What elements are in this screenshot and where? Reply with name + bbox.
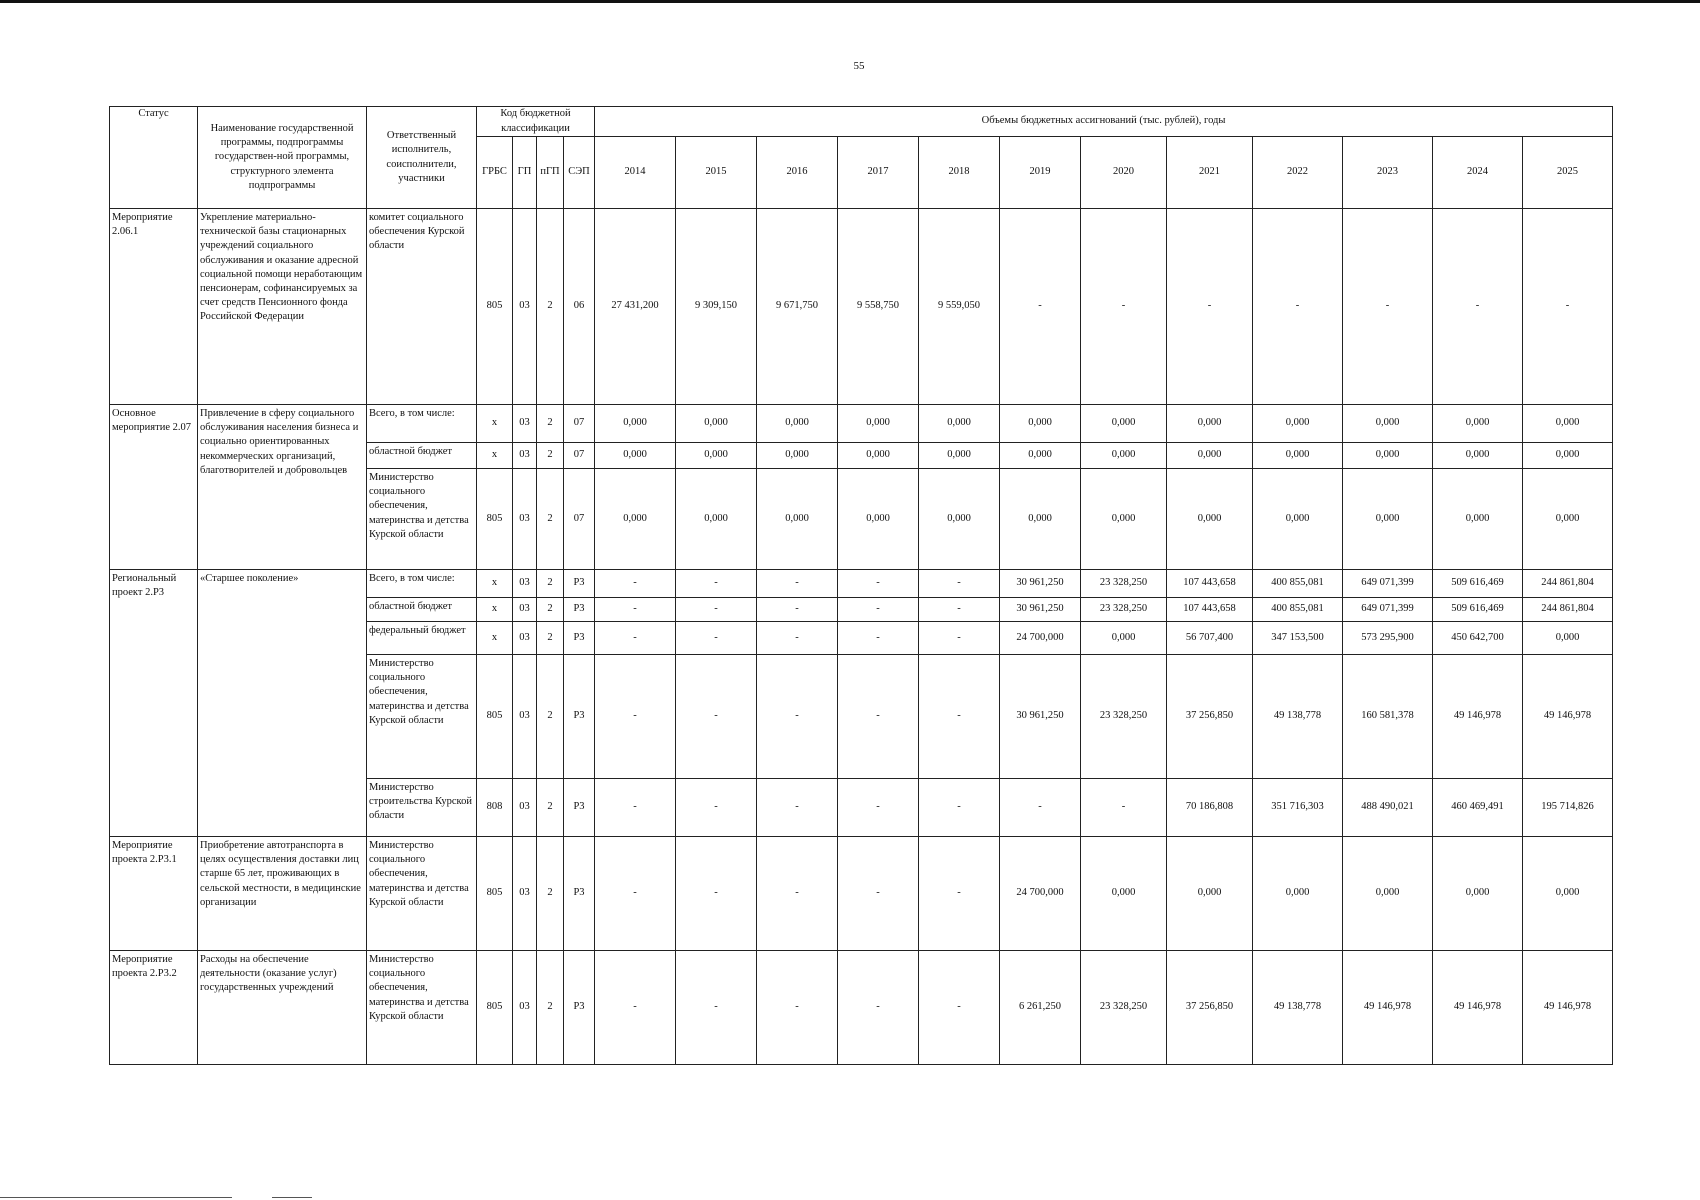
budget-allocation-table: [109, 106, 1613, 1065]
value-cell-2025: 0,000: [1523, 837, 1613, 951]
gp-cell: 03: [513, 209, 537, 405]
grbs-cell: 805: [477, 951, 513, 1065]
value-cell-2019: 24 700,000: [1000, 622, 1081, 655]
value-cell-2018: 0,000: [919, 443, 1000, 469]
value-cell-2025: 244 861,804: [1523, 570, 1613, 598]
header-year-2021: 2021: [1167, 137, 1253, 209]
pgp-cell: 2: [537, 405, 564, 443]
name-cell: Расходы на обеспечение деятельности (оказание услуг) государственных учреждений: [198, 951, 367, 1065]
value-cell-2018: -: [919, 837, 1000, 951]
value-cell-2015: -: [676, 655, 757, 779]
value-cell-2020: 0,000: [1081, 622, 1167, 655]
value-cell-2024: 509 616,469: [1433, 598, 1523, 622]
value-cell-2024: -: [1433, 209, 1523, 405]
value-cell-2020: 23 328,250: [1081, 951, 1167, 1065]
sep-cell: Р3: [564, 622, 595, 655]
value-cell-2017: -: [838, 570, 919, 598]
value-cell-2015: 0,000: [676, 443, 757, 469]
value-cell-2017: 0,000: [838, 443, 919, 469]
pgp-cell: 2: [537, 622, 564, 655]
value-cell-2021: 107 443,658: [1167, 570, 1253, 598]
value-cell-2022: 400 855,081: [1253, 570, 1343, 598]
header-year-2023: 2023: [1343, 137, 1433, 209]
value-cell-2019: 0,000: [1000, 405, 1081, 443]
budget-table-body: [110, 209, 1613, 1065]
name-cell: Приобретение автотранспорта в целях осуществления доставки лиц старше 65 лет, проживающих в сельской местности, в медицинские организации: [198, 837, 367, 951]
value-cell-2015: 9 309,150: [676, 209, 757, 405]
scan-top-border: [0, 0, 1700, 3]
status-cell: Мероприятие 2.06.1: [110, 209, 198, 405]
value-cell-2022: 400 855,081: [1253, 598, 1343, 622]
value-cell-2016: -: [757, 837, 838, 951]
value-cell-2014: 0,000: [595, 469, 676, 570]
value-cell-2024: 49 146,978: [1433, 655, 1523, 779]
header-name: Наименование государственной программы, подпрограммы государствен-ной программы, структурного элемента подпрограммы: [198, 107, 367, 209]
value-cell-2021: 56 707,400: [1167, 622, 1253, 655]
scan-bottom-mark: [0, 1197, 232, 1198]
value-cell-2025: 49 146,978: [1523, 951, 1613, 1065]
value-cell-2014: -: [595, 570, 676, 598]
header-year-2019: 2019: [1000, 137, 1081, 209]
executor-cell: областной бюджет: [367, 443, 477, 469]
grbs-cell: x: [477, 598, 513, 622]
value-cell-2019: 30 961,250: [1000, 570, 1081, 598]
table-row: [110, 951, 1613, 1065]
executor-cell: Министерство социального обеспечения, материнства и детства Курской области: [367, 951, 477, 1065]
value-cell-2020: 23 328,250: [1081, 570, 1167, 598]
gp-cell: 03: [513, 837, 537, 951]
header-code-group: Код бюджетной классификации: [477, 107, 595, 137]
value-cell-2021: 0,000: [1167, 469, 1253, 570]
pgp-cell: 2: [537, 443, 564, 469]
sep-cell: 07: [564, 405, 595, 443]
grbs-cell: 808: [477, 779, 513, 837]
value-cell-2025: -: [1523, 209, 1613, 405]
value-cell-2021: 0,000: [1167, 443, 1253, 469]
value-cell-2016: -: [757, 622, 838, 655]
value-cell-2021: 70 186,808: [1167, 779, 1253, 837]
value-cell-2017: 9 558,750: [838, 209, 919, 405]
value-cell-2015: -: [676, 598, 757, 622]
value-cell-2014: -: [595, 598, 676, 622]
grbs-cell: 805: [477, 209, 513, 405]
value-cell-2022: 347 153,500: [1253, 622, 1343, 655]
value-cell-2021: 37 256,850: [1167, 655, 1253, 779]
value-cell-2017: -: [838, 837, 919, 951]
value-cell-2022: 0,000: [1253, 405, 1343, 443]
gp-cell: 03: [513, 951, 537, 1065]
pgp-cell: 2: [537, 951, 564, 1065]
value-cell-2022: 0,000: [1253, 837, 1343, 951]
value-cell-2014: -: [595, 779, 676, 837]
header-year-2016: 2016: [757, 137, 838, 209]
header-row-1: [110, 107, 1613, 137]
value-cell-2020: 0,000: [1081, 837, 1167, 951]
value-cell-2016: 0,000: [757, 443, 838, 469]
gp-cell: 03: [513, 469, 537, 570]
value-cell-2018: -: [919, 779, 1000, 837]
sep-cell: Р3: [564, 951, 595, 1065]
value-cell-2020: 23 328,250: [1081, 598, 1167, 622]
value-cell-2017: -: [838, 951, 919, 1065]
status-cell: Мероприятие проекта 2.Р3.2: [110, 951, 198, 1065]
header-code-4: СЭП: [564, 137, 595, 209]
value-cell-2025: 0,000: [1523, 405, 1613, 443]
value-cell-2021: 0,000: [1167, 405, 1253, 443]
header-year-2014: 2014: [595, 137, 676, 209]
executor-cell: Министерство социального обеспечения, материнства и детства Курской области: [367, 655, 477, 779]
value-cell-2014: 0,000: [595, 443, 676, 469]
header-year-2017: 2017: [838, 137, 919, 209]
sep-cell: Р3: [564, 598, 595, 622]
value-cell-2023: 49 146,978: [1343, 951, 1433, 1065]
value-cell-2024: 49 146,978: [1433, 951, 1523, 1065]
value-cell-2023: 160 581,378: [1343, 655, 1433, 779]
value-cell-2021: -: [1167, 209, 1253, 405]
value-cell-2019: 30 961,250: [1000, 598, 1081, 622]
pgp-cell: 2: [537, 837, 564, 951]
pgp-cell: 2: [537, 598, 564, 622]
sep-cell: Р3: [564, 570, 595, 598]
executor-cell: федеральный бюджет: [367, 622, 477, 655]
value-cell-2015: -: [676, 570, 757, 598]
value-cell-2018: -: [919, 951, 1000, 1065]
status-cell: Основное мероприятие 2.07: [110, 405, 198, 570]
value-cell-2025: 49 146,978: [1523, 655, 1613, 779]
value-cell-2017: -: [838, 779, 919, 837]
value-cell-2015: -: [676, 779, 757, 837]
value-cell-2024: 0,000: [1433, 405, 1523, 443]
value-cell-2024: 509 616,469: [1433, 570, 1523, 598]
value-cell-2023: 649 071,399: [1343, 570, 1433, 598]
value-cell-2022: 0,000: [1253, 469, 1343, 570]
executor-cell: Всего, в том числе:: [367, 570, 477, 598]
value-cell-2016: 0,000: [757, 405, 838, 443]
value-cell-2017: -: [838, 598, 919, 622]
gp-cell: 03: [513, 405, 537, 443]
name-cell: Привлечение в сферу социального обслуживания населения бизнеса и социально ориентированных некоммерческих организаций, благотворителей и добровольцев: [198, 405, 367, 570]
grbs-cell: x: [477, 622, 513, 655]
gp-cell: 03: [513, 570, 537, 598]
value-cell-2014: -: [595, 837, 676, 951]
header-code-1: ГРБС: [477, 137, 513, 209]
grbs-cell: 805: [477, 469, 513, 570]
table-row: [110, 837, 1613, 951]
executor-cell: областной бюджет: [367, 598, 477, 622]
sep-cell: 07: [564, 469, 595, 570]
value-cell-2016: 0,000: [757, 469, 838, 570]
header-year-2025: 2025: [1523, 137, 1613, 209]
value-cell-2022: -: [1253, 209, 1343, 405]
header-code-3: пГП: [537, 137, 564, 209]
value-cell-2015: 0,000: [676, 469, 757, 570]
value-cell-2020: -: [1081, 209, 1167, 405]
header-year-2018: 2018: [919, 137, 1000, 209]
value-cell-2020: 0,000: [1081, 469, 1167, 570]
value-cell-2018: 0,000: [919, 469, 1000, 570]
executor-cell: Министерство социального обеспечения, материнства и детства Курской области: [367, 469, 477, 570]
value-cell-2023: 0,000: [1343, 405, 1433, 443]
page-number: 55: [853, 60, 865, 72]
value-cell-2019: -: [1000, 209, 1081, 405]
grbs-cell: 805: [477, 655, 513, 779]
pgp-cell: 2: [537, 655, 564, 779]
value-cell-2017: -: [838, 655, 919, 779]
name-cell: «Старшее поколение»: [198, 570, 367, 837]
status-cell: Региональный проект 2.Р3: [110, 570, 198, 837]
executor-cell: Министерство строительства Курской области: [367, 779, 477, 837]
pgp-cell: 2: [537, 570, 564, 598]
value-cell-2017: 0,000: [838, 405, 919, 443]
value-cell-2015: -: [676, 951, 757, 1065]
value-cell-2024: 0,000: [1433, 443, 1523, 469]
value-cell-2018: -: [919, 655, 1000, 779]
value-cell-2018: 0,000: [919, 405, 1000, 443]
value-cell-2016: -: [757, 598, 838, 622]
value-cell-2017: 0,000: [838, 469, 919, 570]
sep-cell: Р3: [564, 837, 595, 951]
grbs-cell: x: [477, 405, 513, 443]
value-cell-2020: 0,000: [1081, 443, 1167, 469]
value-cell-2024: 0,000: [1433, 837, 1523, 951]
header-year-2022: 2022: [1253, 137, 1343, 209]
value-cell-2018: -: [919, 570, 1000, 598]
table-row: [110, 405, 1613, 443]
header-status: Статус: [110, 107, 198, 209]
value-cell-2023: 573 295,900: [1343, 622, 1433, 655]
value-cell-2014: -: [595, 951, 676, 1065]
value-cell-2020: 0,000: [1081, 405, 1167, 443]
sep-cell: 07: [564, 443, 595, 469]
executor-cell: Всего, в том числе:: [367, 405, 477, 443]
executor-cell: комитет социального обеспечения Курской области: [367, 209, 477, 405]
value-cell-2021: 37 256,850: [1167, 951, 1253, 1065]
value-cell-2022: 49 138,778: [1253, 951, 1343, 1065]
header-executor: Ответственный исполнитель, соисполнители, участники: [367, 107, 477, 209]
sep-cell: 06: [564, 209, 595, 405]
value-cell-2014: -: [595, 655, 676, 779]
gp-cell: 03: [513, 655, 537, 779]
status-cell: Мероприятие проекта 2.Р3.1: [110, 837, 198, 951]
value-cell-2019: -: [1000, 779, 1081, 837]
value-cell-2014: -: [595, 622, 676, 655]
grbs-cell: 805: [477, 837, 513, 951]
scan-bottom-mark: [272, 1197, 312, 1198]
value-cell-2021: 107 443,658: [1167, 598, 1253, 622]
value-cell-2025: 195 714,826: [1523, 779, 1613, 837]
value-cell-2018: 9 559,050: [919, 209, 1000, 405]
value-cell-2023: 0,000: [1343, 443, 1433, 469]
value-cell-2023: 0,000: [1343, 469, 1433, 570]
value-cell-2024: 460 469,491: [1433, 779, 1523, 837]
value-cell-2024: 450 642,700: [1433, 622, 1523, 655]
pgp-cell: 2: [537, 779, 564, 837]
value-cell-2023: 0,000: [1343, 837, 1433, 951]
value-cell-2022: 0,000: [1253, 443, 1343, 469]
value-cell-2024: 0,000: [1433, 469, 1523, 570]
grbs-cell: x: [477, 570, 513, 598]
value-cell-2022: 49 138,778: [1253, 655, 1343, 779]
value-cell-2022: 351 716,303: [1253, 779, 1343, 837]
value-cell-2021: 0,000: [1167, 837, 1253, 951]
pgp-cell: 2: [537, 469, 564, 570]
gp-cell: 03: [513, 622, 537, 655]
value-cell-2018: -: [919, 622, 1000, 655]
value-cell-2015: -: [676, 622, 757, 655]
header-volumes: Объемы бюджетных ассигнований (тыс. рублей), годы: [595, 107, 1613, 137]
value-cell-2014: 0,000: [595, 405, 676, 443]
executor-cell: Министерство социального обеспечения, материнства и детства Курской области: [367, 837, 477, 951]
value-cell-2014: 27 431,200: [595, 209, 676, 405]
value-cell-2023: 488 490,021: [1343, 779, 1433, 837]
grbs-cell: x: [477, 443, 513, 469]
gp-cell: 03: [513, 598, 537, 622]
value-cell-2019: 0,000: [1000, 443, 1081, 469]
value-cell-2016: -: [757, 951, 838, 1065]
value-cell-2019: 0,000: [1000, 469, 1081, 570]
gp-cell: 03: [513, 443, 537, 469]
sep-cell: Р3: [564, 779, 595, 837]
value-cell-2025: 244 861,804: [1523, 598, 1613, 622]
gp-cell: 03: [513, 779, 537, 837]
header-year-2015: 2015: [676, 137, 757, 209]
value-cell-2016: 9 671,750: [757, 209, 838, 405]
value-cell-2015: -: [676, 837, 757, 951]
value-cell-2018: -: [919, 598, 1000, 622]
header-code-2: ГП: [513, 137, 537, 209]
value-cell-2025: 0,000: [1523, 622, 1613, 655]
value-cell-2020: 23 328,250: [1081, 655, 1167, 779]
name-cell: Укрепление материально-технической базы стационарных учреждений социального обслуживания и оказание адресной социальной помощи неработающим пенсионерам, софинансируемых за счет средств Пенсионного фонда Российской Федерации: [198, 209, 367, 405]
value-cell-2025: 0,000: [1523, 469, 1613, 570]
value-cell-2025: 0,000: [1523, 443, 1613, 469]
value-cell-2023: -: [1343, 209, 1433, 405]
value-cell-2015: 0,000: [676, 405, 757, 443]
value-cell-2016: -: [757, 779, 838, 837]
value-cell-2019: 30 961,250: [1000, 655, 1081, 779]
value-cell-2019: 24 700,000: [1000, 837, 1081, 951]
value-cell-2019: 6 261,250: [1000, 951, 1081, 1065]
value-cell-2023: 649 071,399: [1343, 598, 1433, 622]
header-year-2024: 2024: [1433, 137, 1523, 209]
table-row: [110, 570, 1613, 598]
value-cell-2016: -: [757, 570, 838, 598]
value-cell-2016: -: [757, 655, 838, 779]
pgp-cell: 2: [537, 209, 564, 405]
table-row: [110, 209, 1613, 405]
value-cell-2020: -: [1081, 779, 1167, 837]
value-cell-2017: -: [838, 622, 919, 655]
header-year-2020: 2020: [1081, 137, 1167, 209]
sep-cell: Р3: [564, 655, 595, 779]
